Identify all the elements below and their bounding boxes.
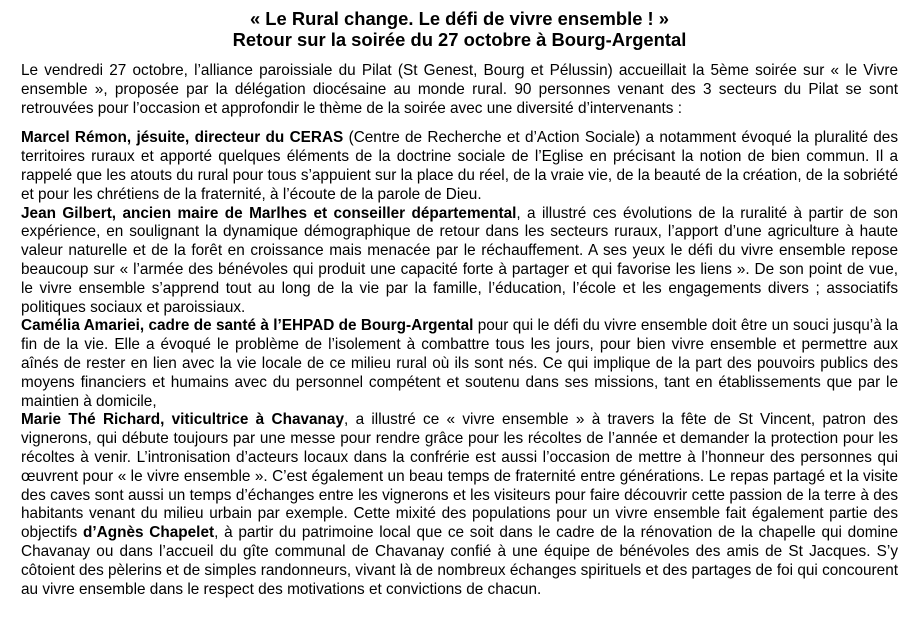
document-title [21,8,898,50]
speaker-section-richard [21,411,898,599]
speaker-name: Marie Thé Richard, viticultrice à Chavanay [21,411,345,429]
speaker-section-amariei [21,317,898,411]
title-line-2: Retour sur la soirée du 27 octobre à Bourg-Argental [232,29,687,50]
title-line-1: « Le Rural change. Le défi de vivre ensemble ! » [249,8,670,29]
speaker-text: , a illustré ce « vivre ensemble » à travers la fête de St Vincent, patron des vignerons, qui débute toujours par une messe pour rendre grâce pour les récoltes de l’année et demander la protection pour les récoltes à venir. L’intronisation d’acteurs locaux dans la confrérie est aussi l’occasion de mettre à l’honneur des personnes qui œuvrent pour « le vivre ensemble ». C’est également un beau temps de fraternité entre générations. Le repas partagé et la visite des caves sont aussi un temps d’échanges entre les vignerons et les visiteurs pour faire découvrir cette passion de la terre à des habitants venant du milieu urbain par exemple. Cette mixité des populations pour un vivre ensemble fait également partie des objectifs [21,411,899,542]
speaker-text: pour qui le défi du vivre ensemble doit être un souci jusqu’à la fin de la vie. Elle a évoqué le problème de l’isolement à combattre tous les jours, pour bien vivre ensemble et permettre aux aînés de rester en lien avec la vie locale de ce milieu rural où ils sont nés. Ce qui implique de la part des pouvoirs publics des moyens financiers et humains avec du personnel compétent et soutenu dans ses missions, tant en établissements que par le maintien à domicile, [21,317,898,410]
speaker-name-chapelet: d’Agnès Chapelet [83,524,215,542]
speaker-name: Marcel Rémon, jésuite, directeur du CERAS [21,129,344,147]
speaker-section-gilbert [21,205,898,318]
speaker-name: Jean Gilbert, ancien maire de Marlhes et conseiller départemental [21,204,517,222]
intro-paragraph: Le vendredi 27 octobre, l’alliance paroissiale du Pilat (St Genest, Bourg et Pélussin) accueillait la 5ème soirée sur « le Vivre ensemble », proposée par la délégation diocésaine au monde rural. 90 personnes venant des 3 secteurs du Pilat se sont retrouvées pour l’occasion et approfondir le thème de la soirée avec une diversité d’intervenants : [21,62,898,117]
speaker-section-remon [21,129,898,204]
speaker-text: (Centre de Recherche et d’Action Sociale) a notamment évoqué la pluralité des territoires ruraux et apporté quelques éléments de la doctrine sociale de l’Eglise en précisant la notion de bien commun. Il a rappelé que les atouts du rural pour tous s’appuient sur la place du réel, de la vraie vie, de la beauté de la création, de la sobriété et pour les chrétiens de la fraternité, à l’écoute de la parole de Dieu. [21,129,898,203]
speaker-name: Camélia Amariei, cadre de santé à l’EHPAD de Bourg-Argental [21,317,474,335]
speaker-text: , a illustré ces évolutions de la ruralité à partir de son expérience, en soulignant la dynamique démographique de retour dans les secteurs ruraux, l’apport d’une agriculture à haute valeur naturelle et de la forêt en croissance mais menacée par le réchauffement. A ses yeux le défi du vivre ensemble repose beaucoup sur « l’armée des bénévoles qui produit une capacité forte à partager et qui favorise les liens ». De son point de vue, le vivre ensemble s’apprend tout au long de la vie par la famille, l’éducation, l’école et les engagements divers ; associatifs politiques sociaux et paroissiaux. [21,204,898,316]
speaker-text-chapelet: , à partir du patrimoine local que ce soit dans le cadre de la rénovation de la chapelle qui domine Chavanay ou dans l’accueil du gîte communal de Chavanay confié à une équipe de bénévoles des amis de St Jacques. S’y côtoient des pèlerins et de simples randonneurs, vivant là de nombreux échanges spirituels et des partages de foi qui concourent au vivre ensemble dans le respect des motivations et convictions de chacun. [21,524,898,598]
document-page [21,8,898,599]
